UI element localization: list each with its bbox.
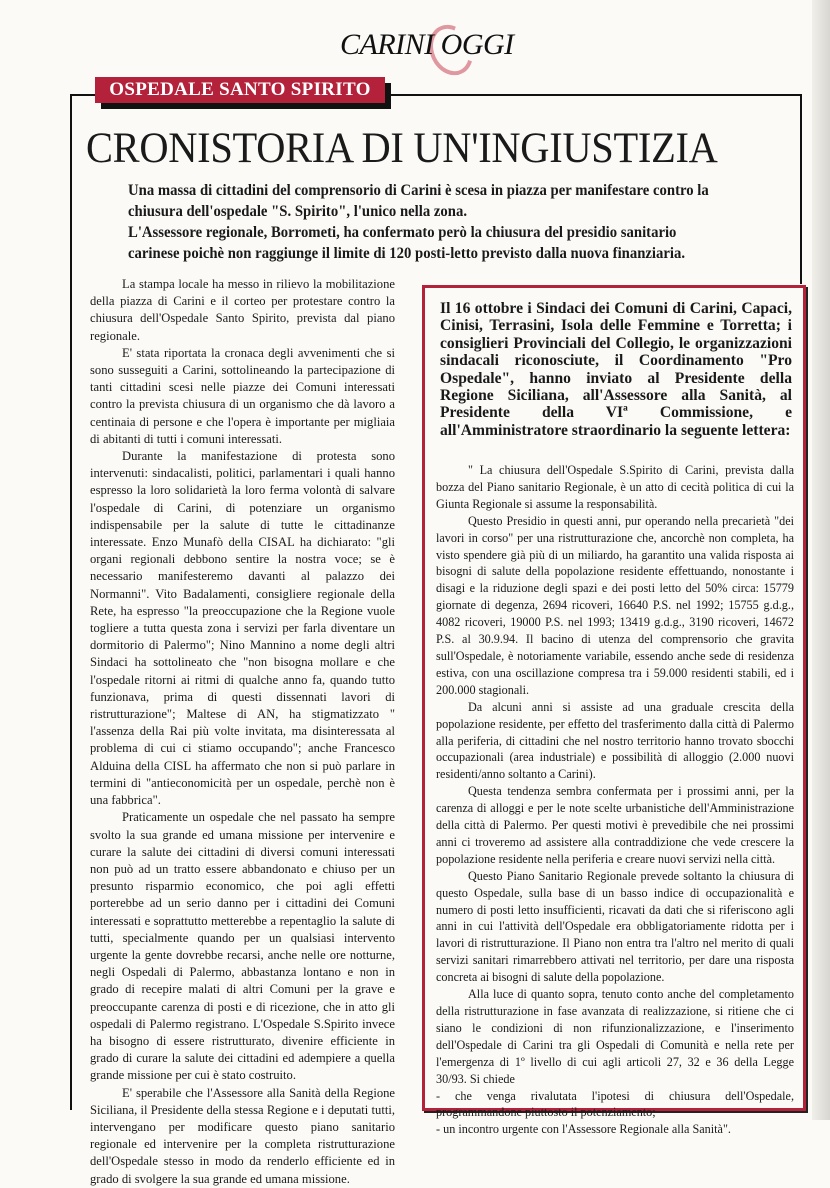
- article-subtitle: [128, 180, 717, 264]
- letter-body: [436, 462, 794, 1138]
- frame-line: [70, 94, 95, 96]
- paragraph: E' sperabile che l'Assessore alla Sanità della Regione Siciliana, il Presidente della stessa Regione e i deputati tutti, intervengano per modificare questo piano sanitario regionale ed intervenire per la completa ristrutturazione dell'Ospedale stesso in modo da renderlo efficiente ed in grado di svolgere la sua grande ed umana missione.: [90, 1085, 395, 1186]
- subtitle-line: L'Assessore regionale, Borrometi, ha confermato però la chiusura del presidio sanitario carinese poichè non raggiunge il limite di 120 posti-letto previsto dalla nuova finanziaria.: [128, 224, 686, 262]
- logo-text: CARINI OGGI: [340, 28, 514, 61]
- paragraph: La stampa locale ha messo in rilievo la mobilitazione della piazza di Carini e il corteo per protestare contro la chiusura dell'Ospedale Santo Spirito, prevista dal piano regionale.: [90, 277, 395, 343]
- page-edge: [812, 0, 830, 1120]
- frame-line: [70, 94, 72, 1110]
- paragraph: E' stata riportata la cronaca degli avvenimenti che si sono susseguiti a Carini, sottolineando la partecipazione di tanti cittadini scesi nelle piazze dei Comuni interessati contro la prevista chiusura di un organismo che dà lavoro a centinaia di persone e che l'opera è importante per migliaia di abitanti di tutti i comuni interessati.: [90, 345, 395, 446]
- paragraph: Da alcuni anni si assiste ad una graduale crescita della popolazione residente, per effetto del trasferimento dalla città di Palermo alla periferia, di cittadini che nel nostro territorio hanno trovato sbocchi occupazionali (area industriale) e possibilità di alloggio (2.000 nuovi residenti/anno soltanto a Carini).: [436, 699, 794, 782]
- paragraph: Questo Presidio in questi anni, pur operando nella precarietà "dei lavori in corso" per una ristrutturazione che, ancorchè non completa, ha visto spendere già più di un miliardo, ha garantito una valida risposta ai bisogni di salute della popolazione residente effettuando, nonostante i disagi e la riduzione degli spazi e dei posti letto del 50% circa: 15779 giornate di degenza, 2694 ricoveri, 16640 P.S. nel 1992; 15755 g.d.g., 4082 ricoveri, 19000 P.S. nel 1993; 13419 g.d.g., 3190 ricoveri, 14672 P.S. al 30.9.94. Il bacino di utenza del comprensorio che gravita sull'Ospedale, è notoriamente variabile, essendo anche sede di residenza estiva, con una oscillazione compresa tra i 59.000 residenti stabili, ed i 200.000 stagionali.: [436, 513, 794, 697]
- section-label: OSPEDALE SANTO SPIRITO: [95, 77, 385, 103]
- paragraph: Questo Piano Sanitario Regionale prevede soltanto la chiusura di questo Ospedale, sulla base di un basso indice di occupazionalità e numero di posti letto insufficienti, ricavati da dati che si riferiscono agli anni in cui l'attività dell'Ospedale era obbligatoriamente ridotta per i lavori di ristrutturazione. Il Piano non entra tra l'altro nel merito di quali servizi sanitari rimarrebbero attivati nel territorio, per dare una risposta concreta ai bisogni di salute della popolazione.: [436, 868, 794, 985]
- paragraph: Questa tendenza sembra confermata per i prossimi anni, per la carenza di alloggi e per le note scelte urbanistiche dell'Amministrazione della città di Palermo. Per questi motivi è prevedibile che nei prossimi anni ci troveremo ad assistere alla contraddizione che vede crescere la popolazione residente nella periferia e creare nuovi servizi nella città.: [436, 784, 794, 866]
- masthead-logo: [340, 22, 540, 72]
- subtitle-line: Una massa di cittadini del comprensorio di Carini è scesa in piazza per manifestare contro la chiusura dell'ospedale "S. Spirito", l'unico nella zona.: [128, 182, 709, 220]
- letter-intro: Il 16 ottobre i Sindaci dei Comuni di Carini, Capaci, Cinisi, Terrasini, Isola delle Femmine e Torretta; i consiglieri Provinciali del Collegio, le organizzazioni sindacali riconosciute, il Coordinamento "Pro Ospedale", hanno inviato al Presidente della Regione Siciliana, all'Assessore alla Sanità, al Presidente della VIª Commissione, e all'Amministratore straordinario la seguente lettera:: [440, 300, 792, 439]
- paragraph: Alla luce di quanto sopra, tenuto conto anche del completamento della ristrutturazione in fase avanzata di realizzazione, si ritiene che ci siano le condizioni di non rifunzionalizzazione, e l'inserimento dell'Ospedale di Carini tra gli Ospedali di Comunità e nella rete per l'emergenza di 1º livello di cui agli articoli 27, 32 e 36 della Legge 30/93. Si chiede: [436, 987, 794, 1086]
- paragraph: Durante la manifestazione di protesta sono intervenuti: sindacalisti, politici, parlamentari i quali hanno espresso la loro solidarietà la loro ferma volontà di salvare l'ospedale di Carini, di potenziare un organismo indispensabile per la salute di tutte le cittadinanze interessate. Enzo Munafò della CISAL ha dichiarato: "gli organi regionali debbono sentire la nostra voce; se è necessario manifesteremo davanti al palazzo dei Normanni". Vito Badalamenti, consigliere regionale della Rete, ha espresso "la preoccupazione che la Regione vuole togliere a tutta questa zona i servizi per farla diventare un dormitorio di Palermo"; Nino Mannino a nome degli altri Sindaci ha sottolineato che "non bisogna mollare e che l'ospedale ritorni ai ritmi di qualche anno fa, quando tutto funzionava, prima di questi dissennati lavori di ristrutturazione"; Maltese di AN, ha stigmatizzato " l'assenza della Rai più volte invitata, ma disinteressata al problema di cui ci stiamo occupando"; anche Francesco Alduina della CISL ha affermato che non si può parlare in termini di "antieconomicità per un ospedale, perchè non è una fabbrica".: [90, 449, 395, 808]
- article-title: CRONISTORIA DI UN'INGIUSTIZIA: [86, 125, 718, 172]
- request-item: - un incontro urgente con l'Assessore Regionale alla Sanità".: [436, 1122, 731, 1137]
- frame-line: [800, 94, 802, 284]
- frame-line: [391, 94, 801, 96]
- left-column: [90, 276, 395, 1188]
- request-item: - che venga rivalutata l'ipotesi di chiusura dell'Ospedale, programmandone piuttosto il potenziamento;: [436, 1088, 794, 1120]
- paragraph: Praticamente un ospedale che nel passato ha sempre svolto la sua grande ed umana missione per intervenire e curare la salute dei cittadini di diversi comuni interessati non può ad un tratto essere abbandonato e chiuso per un presunto risparmio economico, che poi agli effetti porterebbe ad un serio danno per i cittadini dei Comuni interessati e soprattutto metterebbe a repentaglio la salute di tutti, specialmente quando per un qualsiasi intervento urgente la gente dovrebbe recarsi, anche nelle ore notturne, negli Ospedali di Palermo, abbastanza lontano e non in grado di recepire malati di altri Comuni per la grave e preoccupante carenza di posti e di ricezione, che in atto gli ospedali di Palermo registrano. L'Ospedale S.Spirito invece ha bisogno di essere ristrutturato, divenire efficiente in grado di curare la salute dei cittadini ed adempiere a quella grande missione per cui è stato costruito.: [90, 810, 395, 1083]
- paragraph: " La chiusura dell'Ospedale S.Spirito di Carini, prevista dalla bozza del Piano sanitario Regionale, è un atto di cecità politica di cui la Giunta Regionale si assume la responsabilità.: [436, 463, 794, 511]
